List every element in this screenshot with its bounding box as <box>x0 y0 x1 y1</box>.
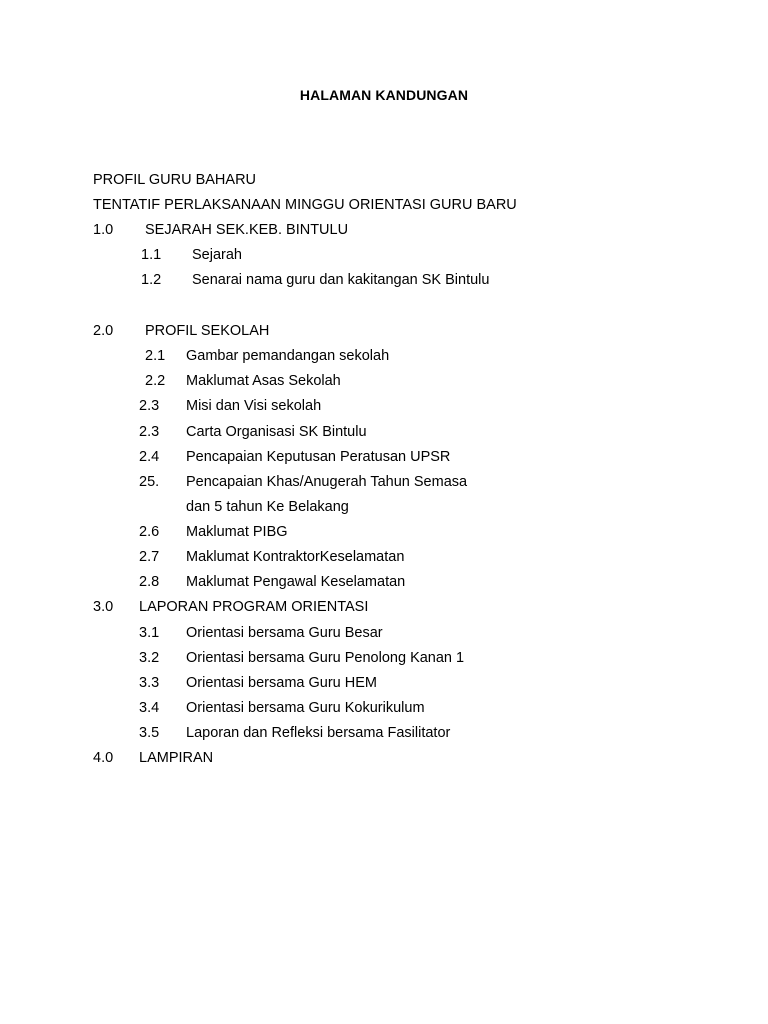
toc-entry <box>0 548 768 566</box>
toc-entry-number: 3.3 <box>139 675 160 691</box>
toc-entry-number: 2.3 <box>139 424 160 440</box>
toc-entry <box>0 573 768 591</box>
toc-entry <box>0 246 768 264</box>
toc-entry <box>0 498 768 516</box>
toc-entry <box>0 397 768 415</box>
toc-entry-number: 2.0 <box>93 323 114 339</box>
toc-entry-title: Pencapaian Keputusan Peratusan UPSR <box>186 449 451 465</box>
toc-entry-title: Orientasi bersama Guru Besar <box>186 625 383 641</box>
toc-entry-title: Laporan dan Refleksi bersama Fasilitator <box>186 725 451 741</box>
toc-entry-title: Gambar pemandangan sekolah <box>186 348 390 364</box>
toc-entry-number: 1.2 <box>141 272 162 288</box>
toc-entry-number: 3.4 <box>139 700 160 716</box>
toc-entry-title: LAPORAN PROGRAM ORIENTASI <box>139 599 369 615</box>
toc-entry-title: Maklumat KontraktorKeselamatan <box>186 549 405 565</box>
toc-entry-title: Senarai nama guru dan kakitangan SK Bintulu <box>192 272 490 288</box>
toc-entry <box>0 749 768 767</box>
toc-entry-number: 2.1 <box>145 348 166 364</box>
toc-entry-title: Carta Organisasi SK Bintulu <box>186 424 367 440</box>
toc-entry-number: 25. <box>139 474 160 490</box>
toc-entry <box>0 196 768 214</box>
toc-entry <box>0 624 768 642</box>
toc-entry <box>0 649 768 667</box>
toc-entry <box>0 347 768 365</box>
toc-entry-title: PROFIL SEKOLAH <box>145 323 270 339</box>
toc-entry <box>0 473 768 491</box>
toc-entry <box>0 674 768 692</box>
toc-entry <box>0 322 768 340</box>
toc-entry <box>0 448 768 466</box>
toc-entry-number: 2.4 <box>139 449 160 465</box>
toc-entry-title: dan 5 tahun Ke Belakang <box>186 499 349 515</box>
toc-entry-title: Sejarah <box>192 247 242 263</box>
toc-entry-number: 2.8 <box>139 574 160 590</box>
toc-entry <box>0 423 768 441</box>
toc-entry <box>0 523 768 541</box>
toc-entry-number: 1.1 <box>141 247 162 263</box>
toc-entry-title: Orientasi bersama Guru Penolong Kanan 1 <box>186 650 465 666</box>
toc-entry-title: TENTATIF PERLAKSANAAN MINGGU ORIENTASI GURU BARU <box>93 197 517 213</box>
toc-entry <box>0 271 768 289</box>
toc-entry <box>0 699 768 717</box>
toc-entry-title: Maklumat PIBG <box>186 524 288 540</box>
toc-entry-number: 2.3 <box>139 398 160 414</box>
toc-entry-number: 3.5 <box>139 725 160 741</box>
toc-entry-title: SEJARAH SEK.KEB. BINTULU <box>145 222 349 238</box>
toc-entry-title: Maklumat Asas Sekolah <box>186 373 341 389</box>
toc-entry-number: 2.2 <box>145 373 166 389</box>
toc-entry-title: Orientasi bersama Guru HEM <box>186 675 377 691</box>
toc-entry-title: PROFIL GURU BAHARU <box>93 172 257 188</box>
toc-entry-number: 4.0 <box>93 750 114 766</box>
toc-entry-title: Misi dan Visi sekolah <box>186 398 322 414</box>
toc-entry <box>0 221 768 239</box>
toc-entry-number: 3.2 <box>139 650 160 666</box>
toc-entry <box>0 171 768 189</box>
toc-entry-title: LAMPIRAN <box>139 750 214 766</box>
toc-entry-number: 2.6 <box>139 524 160 540</box>
toc-entry-number: 2.7 <box>139 549 160 565</box>
toc-entry <box>0 724 768 742</box>
toc-entry <box>0 372 768 390</box>
toc-entry <box>0 598 768 616</box>
page-title: HALAMAN KANDUNGAN <box>299 87 469 103</box>
toc-entry-title: Pencapaian Khas/Anugerah Tahun Semasa <box>186 474 468 490</box>
toc-entry-title: Maklumat Pengawal Keselamatan <box>186 574 406 590</box>
toc-entry-number: 1.0 <box>93 222 114 238</box>
toc-entry-title: Orientasi bersama Guru Kokurikulum <box>186 700 425 716</box>
toc-entry-number: 3.0 <box>93 599 114 615</box>
toc-entry-number: 3.1 <box>139 625 160 641</box>
